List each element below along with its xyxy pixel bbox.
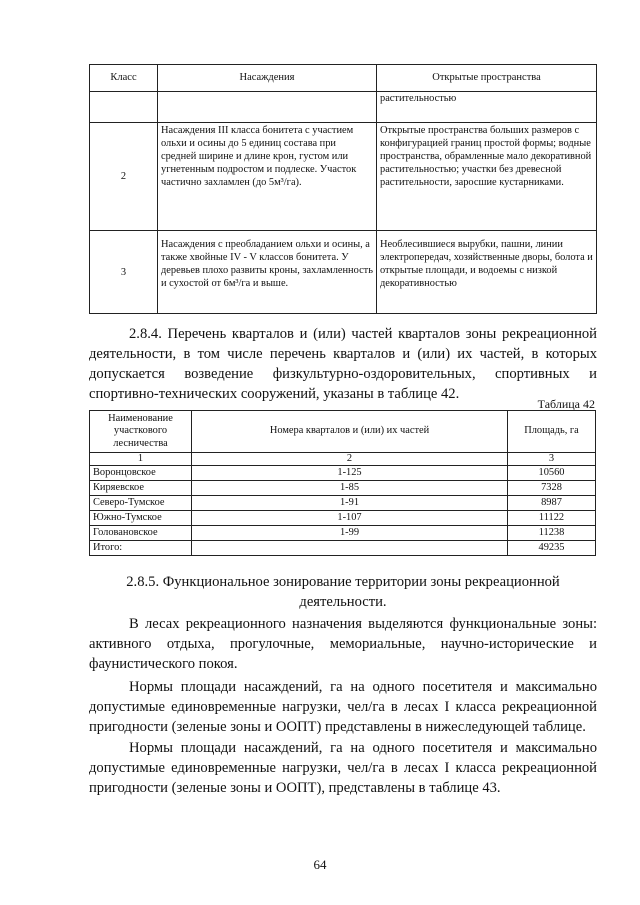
plantings-cell: Насаждения с преобладанием ольхи и осины, а также хвойные IV - V классов бонитета. У деревьев плохо развиты кроны, захламленность и сухостой от 6м³/га и выше. — [158, 231, 377, 314]
area-value: 11122 — [508, 511, 596, 526]
forestry-name: Воронцовское — [90, 466, 192, 481]
header-class: Класс — [90, 65, 158, 92]
plantings-cell — [158, 92, 377, 123]
table-row — [90, 496, 596, 511]
header-open-spaces: Открытые пространства — [377, 65, 597, 92]
class-cell: 2 — [90, 123, 158, 231]
column-index: 1 — [90, 453, 192, 466]
column-index-row — [90, 453, 596, 466]
table-header-row — [90, 65, 597, 92]
table-row — [90, 526, 596, 541]
table-row — [90, 92, 597, 123]
header-quarters: Номера кварталов и (или) их частей — [192, 411, 508, 453]
header-area: Площадь, га — [508, 411, 596, 453]
table-42 — [89, 410, 596, 556]
total-empty-cell — [192, 541, 508, 556]
open-spaces-cell: Открытые пространства больших размеров с конфигурацией границ простой формы; водные пространства, обрамленные мало декоративной растительностью; участки без древесной растительности, заросшие кустарниками. — [377, 123, 597, 231]
total-label: Итого: — [90, 541, 192, 556]
recreation-class-table — [89, 64, 597, 314]
table-row — [90, 466, 596, 481]
quarters-range: 1-99 — [192, 526, 508, 541]
plantings-cell: Насаждения III класса бонитета с участием ольхи и осины до 5 единиц состава при средней ширине и длине крон, густом или угнетенным подростом и подлеске. Участок частично захламлен (до 5м³/га). — [158, 123, 377, 231]
class-cell — [90, 92, 158, 123]
table-42-caption: Таблица 42 — [537, 397, 595, 411]
open-spaces-cell: Необлесившиеся вырубки, пашни, линии электропередач, хозяйственные дворы, болота и открытые площади, и водоемы с низкой декоративностью — [377, 231, 597, 314]
paragraph-2-8-4: 2.8.4. Перечень кварталов и (или) частей кварталов зоны рекреационной деятельности, в том числе перечень кварталов и (или) их частей, в которых допускается возведение физкультурно-оздоровительных, спортивных и спортивно-технических сооружений, указаны в таблице 42. — [89, 326, 597, 402]
header-forestry: Наименование участкового лесничества — [90, 411, 192, 453]
column-index: 3 — [508, 453, 596, 466]
quarters-range: 1-125 — [192, 466, 508, 481]
area-value: 7328 — [508, 481, 596, 496]
table-row — [90, 481, 596, 496]
paragraph-norms-1: Нормы площади насаждений, га на одного посетителя и максимально допустимые единовременные нагрузки, чел/га в лесах I класса рекреационной пригодности (зеленые зоны и ООПТ) представлены в нижеследующей таблице. — [89, 679, 597, 735]
column-index: 2 — [192, 453, 508, 466]
area-value: 10560 — [508, 466, 596, 481]
forestry-name: Северо-Тумское — [90, 496, 192, 511]
area-value: 8987 — [508, 496, 596, 511]
class-cell: 3 — [90, 231, 158, 314]
quarters-range: 1-85 — [192, 481, 508, 496]
paragraph-functional-zones: В лесах рекреационного назначения выделяются функциональные зоны: активного отдыха, прогулочные, мемориальные, научно-исторические и фаунистического покоя. — [89, 616, 597, 672]
page-number: 64 — [313, 857, 327, 872]
open-spaces-cell: растительностью — [377, 92, 597, 123]
heading-2-8-5: 2.8.5. Функциональное зонирование территории зоны рекреационной деятельности. — [126, 574, 560, 610]
forestry-name: Южно-Тумское — [90, 511, 192, 526]
quarters-range: 1-91 — [192, 496, 508, 511]
header-plantings: Насаждения — [158, 65, 377, 92]
table-row — [90, 231, 597, 314]
quarters-range: 1-107 — [192, 511, 508, 526]
total-row — [90, 541, 596, 556]
table-row — [90, 511, 596, 526]
table-row — [90, 123, 597, 231]
forestry-name: Головановское — [90, 526, 192, 541]
forestry-name: Киряевское — [90, 481, 192, 496]
total-area: 49235 — [508, 541, 596, 556]
paragraph-norms-2: Нормы площади насаждений, га на одного посетителя и максимально допустимые единовременные нагрузки, чел/га в лесах I класса рекреационной пригодности (зеленые зоны и ООПТ), представлены в таблице 43. — [89, 740, 597, 796]
table-header-row — [90, 411, 596, 453]
area-value: 11238 — [508, 526, 596, 541]
